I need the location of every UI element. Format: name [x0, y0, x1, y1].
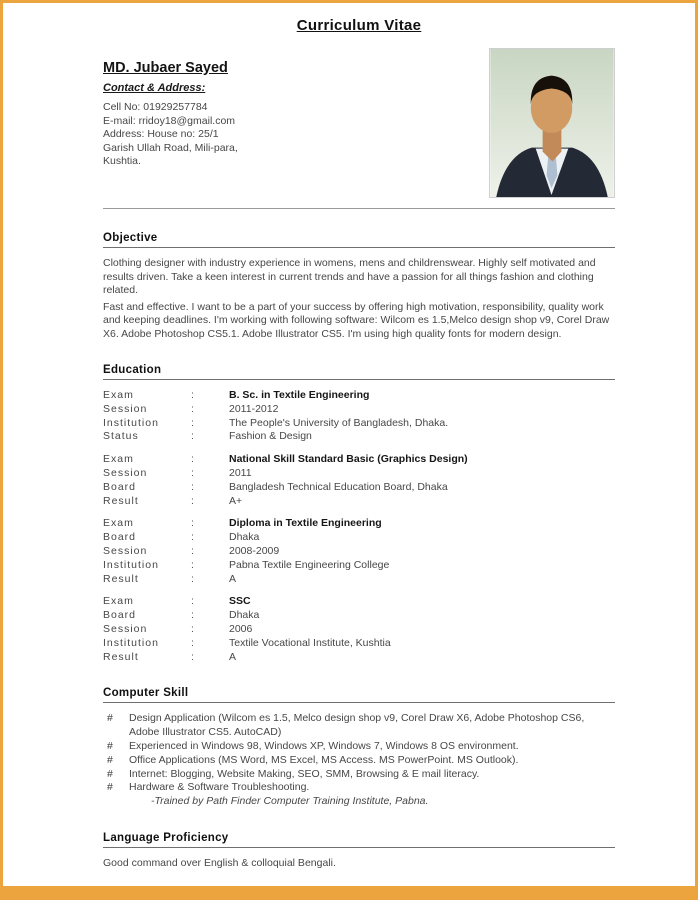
contact-line: Address: House no: 25/1 — [103, 128, 219, 140]
education-section — [103, 364, 615, 664]
education-row-colon: : — [191, 389, 194, 401]
education-row-colon: : — [191, 402, 194, 415]
education-row-label: Board — [103, 531, 137, 544]
education-row-value: Diploma in Textile Engineering — [229, 517, 382, 530]
header-contact-block — [103, 48, 238, 198]
education-row-value: Dhaka — [229, 531, 260, 544]
language-heading: Language Proficiency — [103, 832, 615, 848]
education-row — [103, 609, 615, 623]
education-row-label: Result — [103, 572, 139, 585]
education-row-label: Result — [103, 650, 139, 663]
education-row-colon: : — [191, 595, 194, 608]
education-row-colon: : — [191, 650, 194, 663]
skill-item — [103, 754, 615, 768]
skill-bullet: # — [107, 753, 113, 766]
objective-paragraph: Fast and effective. I want to be a part of your success by offering high motivation, responsibility, quality work and keeping deadlines. I'm working with following software: Wilcom es 1.5,Melco design shop v9, Corel Draw X6. Adobe Photoshop CS5.1. Adobe Illustrator CS5. I'm using high quality fonts for modern design. — [103, 300, 610, 340]
education-row-value: 2011 — [229, 466, 252, 479]
education-row-label: Board — [103, 480, 137, 493]
education-row-label: Exam — [103, 453, 134, 466]
education-row — [103, 417, 615, 431]
education-row-colon: : — [191, 636, 194, 649]
education-row — [103, 495, 615, 509]
trained-by-line: -Trained by Path Finder Computer Training Institute, Pabna. — [151, 795, 429, 808]
objective-paragraphs — [103, 257, 615, 341]
education-row-value: Textile Vocational Institute, Kushtia — [229, 636, 391, 649]
skill-item — [103, 740, 615, 754]
education-row-value: National Skill Standard Basic (Graphics Design) — [229, 453, 468, 466]
education-heading: Education — [103, 364, 615, 380]
education-block — [103, 389, 615, 444]
education-row — [103, 651, 615, 665]
education-row-colon: : — [191, 430, 194, 443]
skill-item — [103, 781, 615, 795]
education-row-value: A — [229, 650, 237, 663]
contact-address-heading: Contact & Address: — [103, 82, 206, 94]
education-row-colon: : — [191, 531, 194, 544]
education-row-colon: : — [191, 480, 194, 493]
education-row-label: Session — [103, 402, 148, 415]
education-row-value: Bangladesh Technical Education Board, Dhaka — [229, 480, 448, 493]
education-row-value: A — [229, 572, 237, 585]
contact-line: Cell No: 01929257784 — [103, 101, 208, 113]
person-portrait-icon — [490, 49, 614, 197]
education-row-label: Institution — [103, 636, 159, 649]
education-block — [103, 595, 615, 664]
education-row-value: Pabna Textile Engineering College — [229, 558, 390, 571]
computer-skill-heading: Computer Skill — [103, 687, 615, 703]
skill-item — [103, 768, 615, 782]
education-row — [103, 623, 615, 637]
skill-text: Hardware & Software Troubleshooting. — [129, 781, 310, 794]
education-row-colon: : — [191, 453, 194, 466]
education-row-colon: : — [191, 466, 194, 479]
education-block — [103, 453, 615, 508]
education-row-colon: : — [191, 494, 194, 507]
skill-text: Office Applications (MS Word, MS Excel, MS Access. MS PowerPoint. MS Outlook). — [129, 753, 519, 766]
skill-bullet: # — [107, 781, 113, 794]
education-row-colon: : — [191, 558, 194, 571]
education-row-value: 2006 — [229, 622, 253, 635]
education-row-colon: : — [191, 517, 194, 530]
header-section — [103, 48, 615, 198]
education-row-label: Result — [103, 494, 139, 507]
education-row — [103, 430, 615, 444]
cv-content — [3, 3, 695, 870]
education-block — [103, 517, 615, 586]
education-row — [103, 637, 615, 651]
skill-item — [103, 712, 615, 740]
education-row-label: Exam — [103, 389, 134, 401]
education-row — [103, 531, 615, 545]
education-row-colon: : — [191, 416, 194, 429]
education-row — [103, 389, 615, 403]
education-row — [103, 453, 615, 467]
objective-section — [103, 232, 615, 341]
education-row — [103, 403, 615, 417]
education-row-colon: : — [191, 544, 194, 557]
education-row — [103, 595, 615, 609]
education-row-value: SSC — [229, 595, 251, 608]
education-row — [103, 559, 615, 573]
education-row-label: Exam — [103, 595, 134, 608]
education-row-label: Session — [103, 622, 148, 635]
education-row-label: Institution — [103, 558, 159, 571]
education-row-label: Session — [103, 544, 148, 557]
education-row-label: Status — [103, 430, 139, 443]
skill-bullet: # — [107, 739, 113, 752]
skill-bullet: # — [107, 712, 113, 725]
education-row-value: B. Sc. in Textile Engineering — [229, 389, 370, 401]
education-row-value: 2008-2009 — [229, 544, 280, 557]
education-row-colon: : — [191, 622, 194, 635]
education-row-value: The People's University of Bangladesh, Dhaka. — [229, 416, 449, 429]
language-text: Good command over English & colloquial Bengali. — [103, 856, 336, 869]
education-row-label: Exam — [103, 517, 134, 530]
skill-text: Internet: Blogging, Website Making, SEO, SMM, Browsing & E mail literacy. — [129, 767, 480, 780]
education-row-colon: : — [191, 572, 194, 585]
skill-text: Experienced in Windows 98, Windows XP, Windows 7, Windows 8 OS environment. — [129, 739, 519, 752]
education-row-value: A+ — [229, 494, 243, 507]
language-section — [103, 832, 615, 871]
objective-heading: Objective — [103, 232, 615, 248]
education-row-value: Dhaka — [229, 609, 260, 622]
contact-line: E-mail: rridoy18@gmail.com — [103, 114, 236, 127]
applicant-name: MD. Jubaer Sayed — [103, 60, 228, 76]
education-row — [103, 467, 615, 481]
contact-line: Kushtia. — [103, 155, 141, 167]
skill-bullet: # — [107, 767, 113, 780]
education-row-value: Fashion & Design — [229, 430, 312, 443]
contact-lines — [103, 101, 238, 169]
objective-paragraph: Clothing designer with industry experience in womens, mens and childrenswear. Highly self motivated and results driven. Take a keen interest in current trends and have a passion for all things fashion and clothing related. — [103, 257, 596, 296]
education-row — [103, 481, 615, 495]
skill-text: Design Application (Wilcom es 1.5, Melco design shop v9, Corel Draw X6, Adobe Photoshop CS6, Adobe Illustrator CS5. AutoCAD) — [129, 712, 585, 739]
computer-skill-list — [103, 712, 615, 795]
education-row-value: 2011-2012 — [229, 402, 279, 415]
education-row-colon: : — [191, 609, 194, 622]
education-row — [103, 573, 615, 587]
page-title: Curriculum Vitae — [296, 17, 422, 34]
profile-photo — [489, 48, 615, 198]
education-row-label: Board — [103, 609, 137, 622]
contact-line: Garish Ullah Road, Mili-para, — [103, 141, 238, 154]
education-row — [103, 517, 615, 531]
education-row — [103, 545, 615, 559]
education-row-label: Institution — [103, 416, 159, 429]
header-divider — [103, 208, 615, 209]
education-row-label: Session — [103, 466, 148, 479]
computer-skill-section — [103, 687, 615, 809]
